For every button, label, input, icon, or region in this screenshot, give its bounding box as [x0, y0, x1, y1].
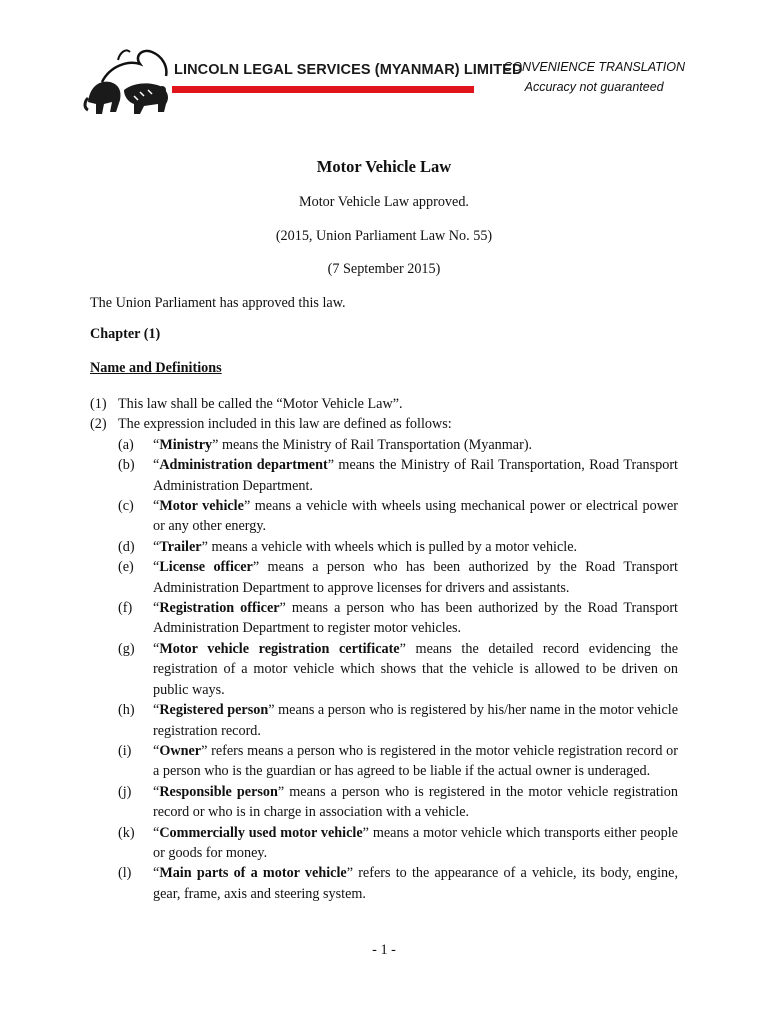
brand-red-bar	[172, 86, 474, 93]
item-text: This law shall be called the “Motor Vehicle Law”.	[118, 396, 403, 412]
definition-text: “Registration officer” means a person who has been authorized by the Road Transport Administration Department to register motor vehicles.	[153, 600, 678, 637]
definition-meaning: ” means a person who is registered by his/her name in the motor vehicle registration record.	[153, 702, 678, 739]
definition-item	[90, 863, 678, 904]
page-number: - 1 -	[372, 942, 396, 958]
definition-entries	[90, 435, 678, 904]
definition-meaning: ” means a vehicle with wheels using mechanical power or electrical power or any other energy.	[153, 498, 678, 535]
definition-text: “Registered person” means a person who is registered by his/her name in the motor vehicle registration record.	[153, 702, 678, 739]
definition-item	[90, 557, 678, 598]
definition-label: (i)	[118, 742, 132, 759]
translation-notice	[503, 57, 685, 97]
definition-label: (j)	[118, 783, 132, 800]
definition-text: “License officer” means a person who has been authorized by the Road Transport Administration Department to approve licenses for drivers and assistants.	[153, 559, 678, 596]
definition-item	[90, 455, 678, 496]
definition-term: Trailer	[159, 538, 202, 555]
definition-term: Ministry	[159, 436, 213, 453]
definition-term: Owner	[159, 742, 202, 759]
definition-term: Responsible person	[159, 783, 278, 800]
definition-label: (l)	[118, 865, 132, 882]
definition-label: (d)	[118, 538, 135, 555]
definition-item	[90, 537, 678, 557]
list-item	[90, 394, 678, 414]
definition-meaning: ” means a motor vehicle which transports either people or goods for money.	[153, 824, 678, 861]
definition-label: (c)	[118, 498, 134, 515]
law-number: (2015, Union Parliament Law No. 55)	[275, 228, 493, 244]
definition-meaning: ” means a person who has been authorized by the Road Transport Administration Department to approve licenses for drivers and assistants.	[153, 559, 678, 596]
definition-meaning: ” refers means a person who is registered in the motor vehicle registration record or a person who is the guardian or has agreed to be liable if the actual owner is underaged.	[153, 742, 678, 780]
chapter-heading: Chapter (1)	[90, 326, 161, 342]
definition-meaning: ” means a person who has been authorized by the Road Transport Administration Department to register motor vehicles.	[153, 600, 678, 637]
definition-text: “Motor vehicle” means a vehicle with wheels using mechanical power or electrical power or any other energy.	[153, 498, 678, 535]
definition-item	[90, 741, 678, 782]
definition-meaning: ” means a vehicle with wheels which is pulled by a motor vehicle.	[201, 538, 578, 555]
elephant-tiger-emblem-icon	[82, 46, 174, 118]
definitions-list	[90, 394, 678, 904]
definition-label: (a)	[118, 436, 134, 453]
definition-term: Registration officer	[159, 600, 280, 617]
definition-label: (b)	[118, 457, 135, 474]
definition-term: Main parts of a motor vehicle	[159, 865, 347, 882]
definition-text: “Responsible person” means a person who is registered in the motor vehicle registration record or who is in charge in association with a vehicle.	[153, 783, 678, 821]
definition-term: Registered person	[159, 702, 269, 719]
definition-text: “Motor vehicle registration certificate” means the detailed record evidencing the registration of a motor vehicle which shows that the vehicle is allowed to be driven on public ways.	[153, 640, 678, 698]
definition-term: Commercially used motor vehicle	[159, 824, 363, 841]
definition-term: Motor vehicle registration certificate	[159, 640, 400, 657]
item-number: (1)	[90, 396, 107, 412]
definition-label: (g)	[118, 640, 135, 657]
definition-text: “Ministry” means the Ministry of Rail Transportation (Myanmar).	[153, 436, 533, 453]
law-date: (7 September 2015)	[327, 261, 441, 277]
definition-meaning: ” means the Ministry of Rail Transportation (Myanmar).	[212, 436, 533, 453]
definition-item	[90, 598, 678, 639]
definition-label: (e)	[118, 559, 134, 576]
approval-line: Motor Vehicle Law approved.	[299, 194, 469, 210]
definition-term: Administration department	[159, 457, 328, 474]
intro-paragraph: The Union Parliament has approved this law.	[90, 295, 346, 311]
definition-text: “Administration department” means the Ministry of Rail Transportation, Road Transport Administration Department.	[153, 457, 678, 494]
definition-meaning: ” means the detailed record evidencing the registration of a motor vehicle which shows that the vehicle is allowed to be driven on public ways.	[153, 640, 678, 698]
definition-text: “Main parts of a motor vehicle” refers to the appearance of a vehicle, its body, engine, gear, frame, axis and steering system.	[153, 865, 678, 902]
company-logo	[82, 46, 523, 118]
definition-item	[90, 823, 678, 864]
document-title: Motor Vehicle Law	[316, 157, 452, 176]
item-text: The expression included in this law are defined as follows:	[118, 416, 452, 433]
translation-notice-title: CONVENIENCE TRANSLATION	[503, 60, 685, 74]
definition-text: “Commercially used motor vehicle” means a motor vehicle which transports either people or goods for money.	[153, 824, 678, 861]
definition-label: (f)	[118, 600, 133, 617]
section-heading: Name and Definitions	[90, 360, 222, 376]
definition-item	[90, 639, 678, 700]
definition-label: (k)	[118, 824, 135, 841]
translation-notice-disclaimer: Accuracy not guaranteed	[524, 80, 664, 94]
definition-text: “Trailer” means a vehicle with wheels which is pulled by a motor vehicle.	[153, 538, 578, 555]
list-item	[90, 414, 678, 434]
item-number: (2)	[90, 416, 107, 433]
definition-item	[90, 496, 678, 537]
definition-text: “Owner” refers means a person who is registered in the motor vehicle registration record or a person who is the guardian or has agreed to be liable if the actual owner is underaged.	[153, 742, 678, 780]
definition-meaning: ” means the Ministry of Rail Transportation, Road Transport Administration Department.	[153, 457, 678, 494]
definition-item	[90, 435, 678, 455]
definition-item	[90, 700, 678, 741]
definition-term: Motor vehicle	[159, 498, 244, 515]
definition-meaning: ” refers to the appearance of a vehicle, its body, engine, gear, frame, axis and steering system.	[153, 865, 678, 902]
company-name: LINCOLN LEGAL SERVICES (MYANMAR) LIMITED	[174, 62, 523, 78]
definition-term: License officer	[159, 559, 253, 576]
definition-meaning: ” means a person who is registered in the motor vehicle registration record or who is in charge in association with a vehicle.	[153, 783, 678, 821]
definition-item	[90, 782, 678, 823]
definition-label: (h)	[118, 702, 135, 719]
